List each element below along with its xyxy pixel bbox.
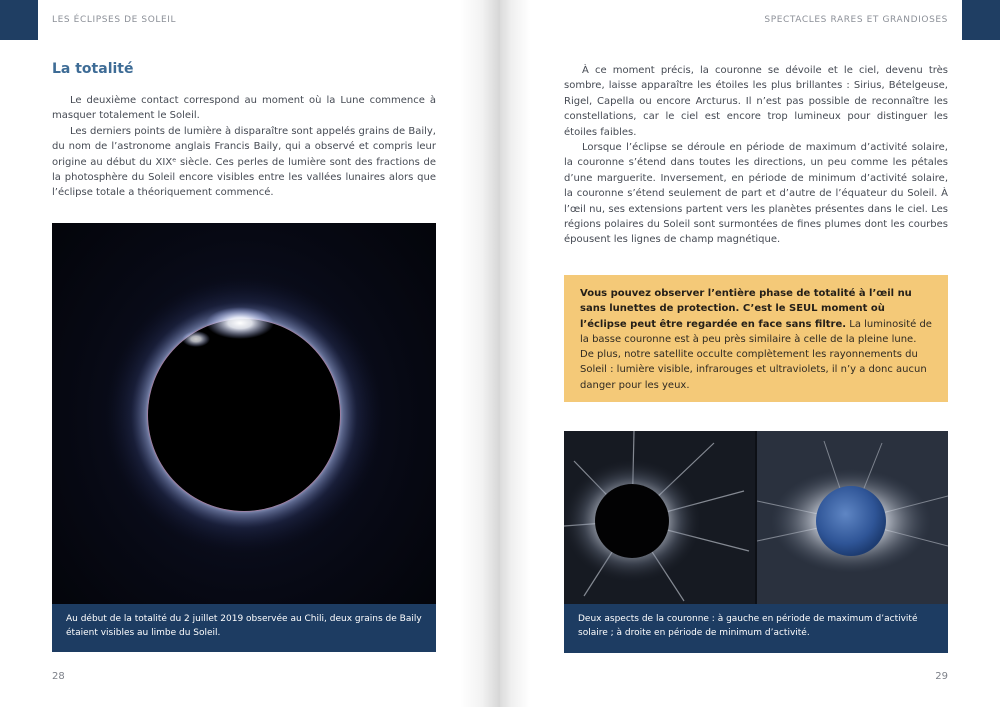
paragraph: À ce moment précis, la couronne se dévoile et le ciel, devenu très sombre, laisse apparaître les étoiles les plus brillantes : Sirius, Bételgeuse, Rigel, Capella ou encore Arcturus. Il n’est pas possible de reconnaître les constellations, car le ciel est encore trop lumineux pour distinguer les étoiles faibles. — [564, 65, 948, 138]
paragraph: Les derniers points de lumière à disparaître sont appelés grains de Baily, du nom de l’astronome anglais Francis Baily, qui a observé et compris leur origine au début du XIXᵉ siècle. Ces perles de lumière sont des fractions de la photosphère du Soleil encore visibles entre les vallées lunaires alors que l’éclipse totale a théoriquement commencé. — [52, 125, 436, 199]
callout-lead: Vous pouvez observer l’entière phase de totalité à l’œil nu sans lunettes de protection. C’est le SEUL moment où l’éclipse peut être regardée en face sans filtre. — [580, 288, 912, 330]
corona-comparison-photo — [564, 431, 948, 653]
running-head: LES ÉCLIPSES DE SOLEIL — [52, 15, 177, 25]
diamond-ring-eclipse-image — [52, 223, 436, 652]
section-title: La totalité — [52, 61, 134, 77]
photo-caption: Au début de la totalité du 2 juillet 2019 observée au Chili, deux grains de Baily étaient visibles au limbe du Soleil. — [52, 604, 436, 652]
paragraph: Lorsque l’éclipse se déroule en période de maximum d’activité solaire, la couronne s’étend dans toutes les directions, un peu comme les pétales d’une marguerite. Inversement, en période de minimum d’activité solaire, la couronne s’étend seulement de part et d’autre de l’équateur du Soleil. À l’œil nu, ses extensions partent vers les planètes présentes dans le ciel. Les régions polaires du Soleil sont surmontées de fines plumes dont les courbes épousent les lignes de champ magnétique. — [564, 142, 948, 246]
right-page — [500, 0, 1000, 707]
photo-caption: Deux aspects de la couronne : à gauche en période de maximum d’activité solaire ; à droite en période de minimum d’activité. — [564, 604, 948, 653]
chapter-tab — [0, 0, 38, 40]
running-head: SPECTACLES RARES ET GRANDIOSES — [764, 15, 948, 25]
paragraph: Le deuxième contact correspond au moment où la Lune commence à masquer totalement le Soleil. — [52, 95, 436, 122]
callout-text: La luminosité de la basse couronne est à peu près similaire à celle de la pleine lune. De plus, notre satellite occulte complètement les rayonnements du Soleil : lumière visible, infrarouges et ultraviolets, il n’y a donc aucun danger pour les yeux. — [580, 318, 932, 391]
chapter-tab — [962, 0, 1000, 40]
page-number: 28 — [52, 671, 65, 682]
safety-callout — [564, 275, 948, 402]
eclipse-photo — [52, 223, 436, 652]
body-text — [52, 93, 436, 201]
gutter-shadow — [460, 0, 500, 707]
page-number: 29 — [935, 671, 948, 682]
gutter-shadow — [500, 0, 530, 707]
body-text — [564, 63, 948, 248]
